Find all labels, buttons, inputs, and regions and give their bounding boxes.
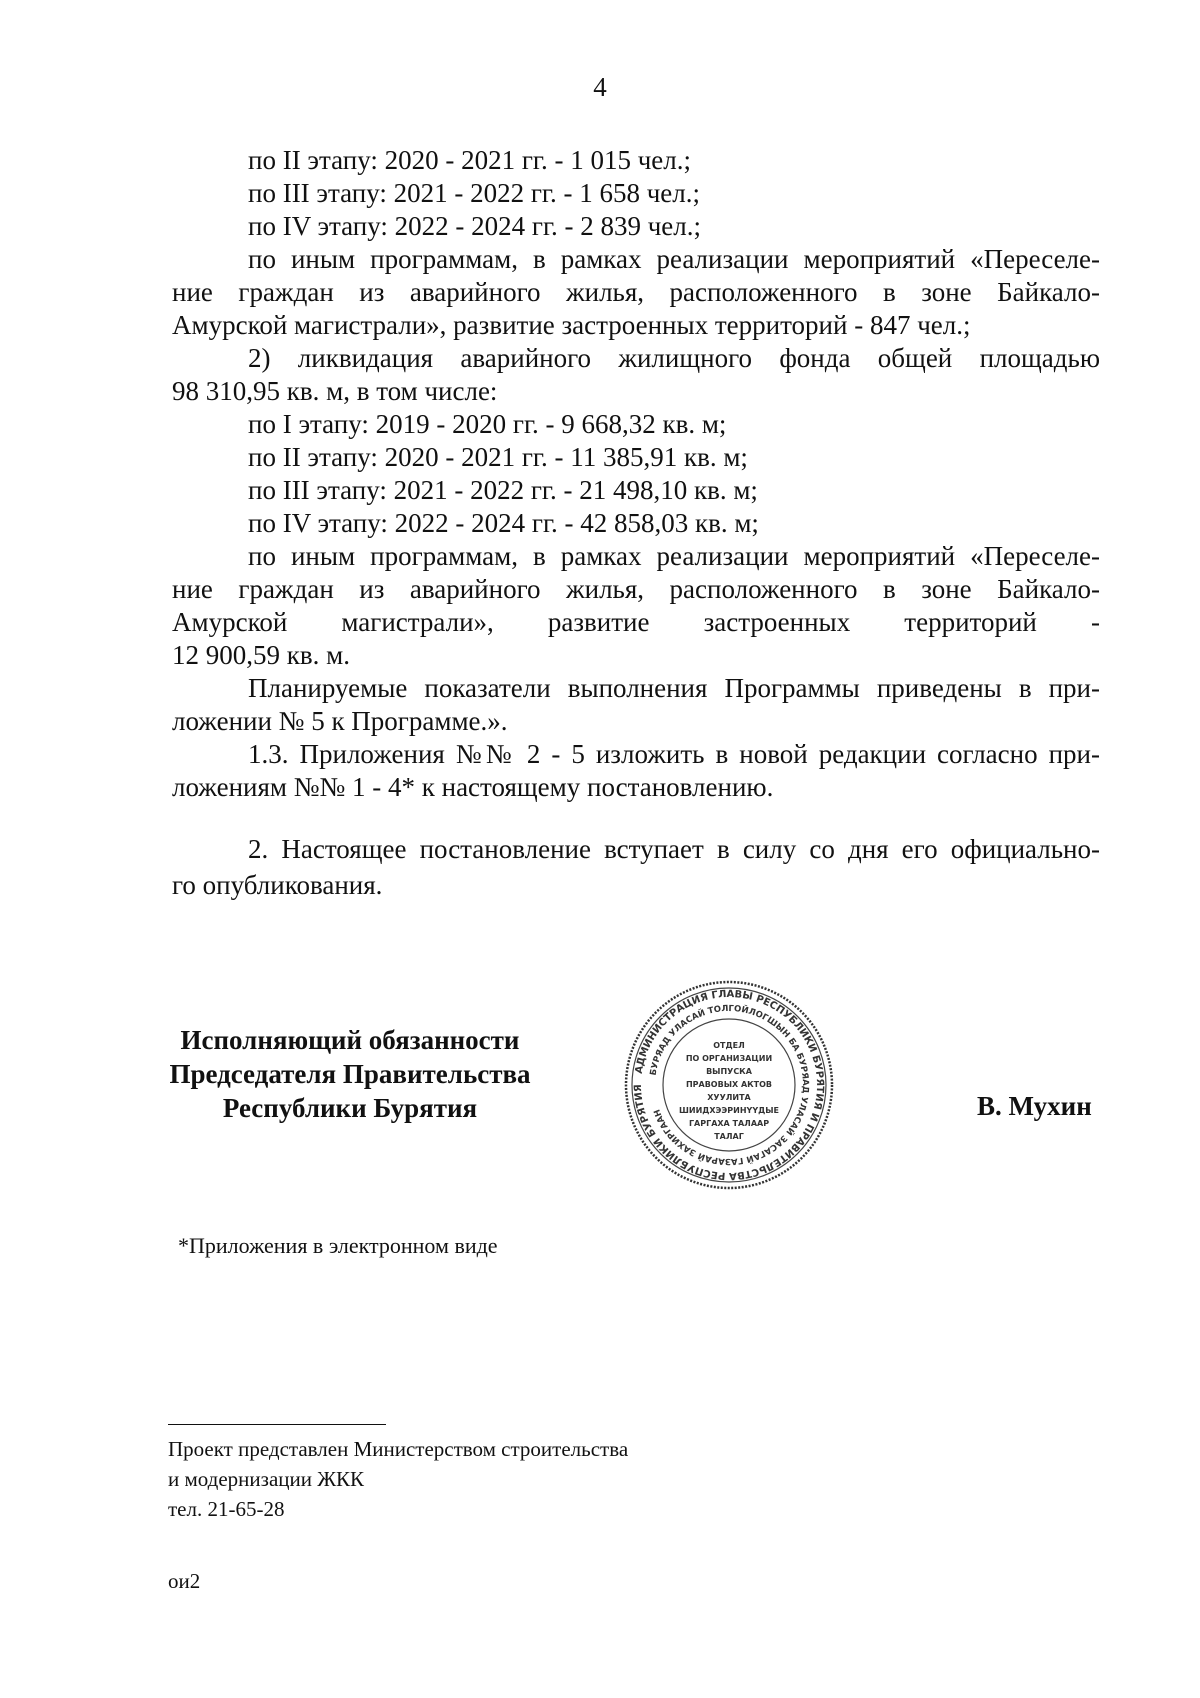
other-programs-area-line-1: по иным программам, в рамках реализации мероприятий «Переселе- [248, 541, 1100, 571]
stage-ii-area: по II этапу: 2020 - 2021 гг. - 11 385,91 кв. м; [248, 442, 748, 472]
seal-center-line-8: ТАЛАГ [714, 1132, 744, 1141]
liquidation-line-1: 2) ликвидация аварийного жилищного фонда общей площадью [248, 343, 1100, 373]
seal-center-line-6: ШИИДХЭЭРИНҮҮДЫЕ [678, 1106, 780, 1115]
signatory-title [150, 1023, 550, 1125]
stage-ii-residents: по II этапу: 2020 - 2021 гг. - 1 015 чел.; [248, 145, 691, 175]
footer-line-1: Проект представлен Министерством строительства [168, 1437, 629, 1461]
stage-iii-area: по III этапу: 2021 - 2022 гг. - 21 498,10 кв. м; [248, 475, 758, 505]
seal-center-line-4: ПРАВОВЫХ АКТОВ [685, 1080, 773, 1089]
other-programs-area-line-4: 12 900,59 кв. м. [172, 640, 350, 670]
signatory-title-line-1: Исполняющий обязанности [180, 1025, 520, 1055]
seal-center-line-7: ГАРГАХА ТАЛААР [688, 1119, 770, 1128]
signatory-name: В. Мухин [977, 1091, 1092, 1121]
page-number: 4 [593, 72, 607, 102]
footer-line-2: и модернизации ЖКК [168, 1467, 365, 1491]
footer-code: ои2 [168, 1569, 201, 1593]
seal-center-line-3: ВЫПУСКА [706, 1067, 752, 1076]
stage-i-area: по I этапу: 2019 - 2020 гг. - 9 668,32 кв. м; [248, 409, 727, 439]
footer-phone: тел. 21-65-28 [168, 1497, 285, 1521]
stage-iii-residents: по III этапу: 2021 - 2022 гг. - 1 658 чел.; [248, 178, 700, 208]
seal-center-line-5: ХУУЛИТА [707, 1093, 751, 1102]
seal-center-line-1: ОТДЕЛ [713, 1041, 745, 1050]
indicators-line-1: Планируемые показатели выполнения Программы приведены в при- [248, 673, 1100, 703]
other-programs-area-line-2: ние граждан из аварийного жилья, расположенного в зоне Байкало- [172, 574, 1100, 604]
stage-iv-area: по IV этапу: 2022 - 2024 гг. - 42 858,03 кв. м; [248, 508, 759, 538]
signatory-title-line-2: Председателя Правительства [169, 1059, 531, 1089]
other-programs-residents-line-1: по иным программам, в рамках реализации мероприятий «Переселе- [248, 244, 1100, 274]
other-programs-area-line-3: Амурской магистрали», развитие застроенных территорий - [172, 607, 1100, 637]
clause-2-line-2: го опубликования. [172, 870, 383, 900]
official-seal [623, 979, 835, 1191]
other-programs-residents-line-3: Амурской магистрали», развитие застроенных территорий - 847 чел.; [172, 310, 971, 340]
clause-2-line-1: 2. Настоящее постановление вступает в силу со дня его официально- [248, 834, 1100, 864]
seal-center-line-2: ПО ОРГАНИЗАЦИИ [685, 1054, 773, 1063]
liquidation-line-2: 98 310,95 кв. м, в том числе: [172, 376, 498, 406]
clause-1-3-line-1: 1.3. Приложения №№ 2 - 5 изложить в новой редакции согласно при- [248, 739, 1100, 769]
indicators-line-2: ложении № 5 к Программе.». [172, 706, 508, 736]
stage-iv-residents: по IV этапу: 2022 - 2024 гг. - 2 839 чел.; [248, 211, 702, 241]
clause-1-3-line-2: ложениям №№ 1 - 4* к настоящему постановлению. [172, 772, 774, 802]
signatory-title-line-3: Республики Бурятия [222, 1093, 478, 1123]
seal-inner-text: БУРЯАД УЛАСАЙ ТОЛГОЙЛОГШЫН БА БУРЯАД УЛАСАЙ ЗАСАГАЙ ГАЗАРАЙ ЗАХИРГААН [648, 1003, 811, 1167]
other-programs-residents-line-2: ние граждан из аварийного жилья, расположенного в зоне Байкало- [172, 277, 1100, 307]
attachments-note: *Приложения в электронном виде [178, 1233, 498, 1258]
footer-divider [168, 1424, 386, 1425]
seal-outer-text: АДМИНИСТРАЦИЯ ГЛАВЫ РЕСПУБЛИКИ БУРЯТИЯ И ПРАВИТЕЛЬСТВА РЕСПУБЛИКИ БУРЯТИЯ [632, 988, 826, 1182]
